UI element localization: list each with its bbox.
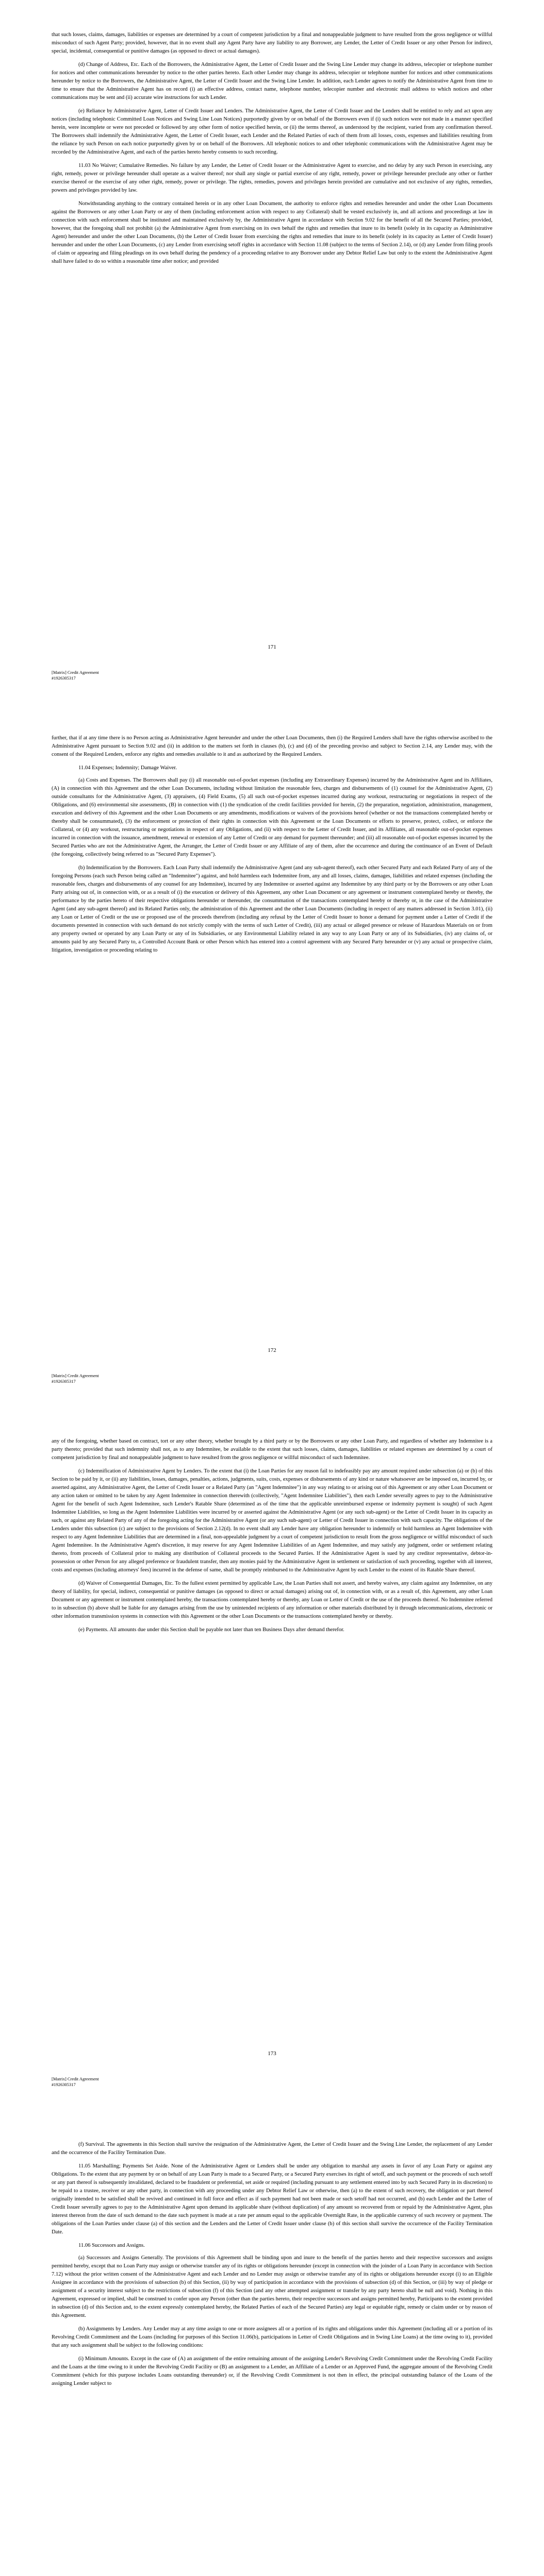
section-heading: 11.04 Expenses; Indemnity; Damage Waiver. xyxy=(78,765,177,771)
page-171-paragraph: that such losses, claims, damages, liabilities or expenses are determined by a court of competent jurisdiction by a final and nonappealable judgment to have resulted from the gross negligence or willful misconduct of such Agent Party; provided, however, that in no event shall any Agent Party have any liability to any Borrower, any Lender, the Letter of Credit Issuer or any other Person for indirect, special, incidental, consequential or punitive damages (as opposed to direct or actual damages). xyxy=(52,32,492,54)
page-173-paragraph: (d) Waiver of Consequential Damages, Etc. To the fullest extent permitted by applicable Law, the Loan Parties shall not assert, and hereby waives, any claim against any Indemnitee, on any theory of liability, for special, indirect, consequential or punitive damages (as opposed to direct or actual damages) arising out of, in connection with, or as a result of, this Agreement, any other Loan Document or any agreement or instrument contemplated hereby, the transactions contemplated hereby or thereby, any Loan or Letter of Credit or the use of the proceeds thereof. No Indemnitee referred to in subsection (b) above shall be liable for any damages arising from the use by unintended recipients of any information or other materials distributed by it through telecommunications, electronic or other information transmission systems in connection with this Agreement or the other Loan Documents or the transactions contemplated hereby or thereby. xyxy=(52,1581,492,1619)
page-174-paragraph: (f) Survival. The agreements in this Section shall survive the resignation of the Administrative Agent, the Letter of Credit Issuer and the Swing Line Lender, the replacement of any Lender and the occurrence of the Facility Termination Date. xyxy=(52,2142,492,2156)
page-174-paragraph: 11.05 Marshalling; Payments Set Aside. None of the Administrative Agent or Lenders shall be under any obligation to marshal any assets in favor of any Loan Party or against any Obligations. To the extent that any payment by or on behalf of any Loan Party is made to a Secured Party, or a Secured Party exercises its right of setoff, and such payment or the proceeds of such setoff or any part thereof is subsequently invalidated, declared to be fraudulent or preferential, set aside or required (including pursuant to any settlement entered into by such Secured Party in its discretion) to be repaid to a trustee, receiver or any other party, in connection with any proceeding under any Debtor Relief Law or otherwise, then (a) to the extent of such recovery, the obligation or part thereof originally intended to be satisfied shall be revived and continued in full force and effect as if such payment had not been made or such setoff had not occurred, and (b) each Lender and the Letter of Credit Issuer severally agrees to pay to the Administrative Agent upon demand its applicable share (without duplication) of any amount so recovered from or repaid by the Administrative Agent, plus interest thereon from the date of such demand to the date such payment is made at a rate per annum equal to the applicable Overnight Rate, in the applicable currency of such recovery or payment. The obligations of the Loan Parties under clause (a) of this section and the Lenders and the Letter of Credit Issuer under clause (b) of this section shall survive the occurrence of the Facility Termination Date. xyxy=(52,2163,492,2235)
footer xyxy=(52,1373,99,1384)
page-174-paragraph: (b) Assignments by Lenders. Any Lender may at any time assign to one or more assignees all or a portion of its rights and obligations under this Agreement (including all or a portion of its Revolving Credit Commitment and the Loans (including for purposes of this Section 11.06(b), participations in Letter of Credit Obligations and in Swing Line Loans) at the time owing to it), provided that any such assignment shall be subject to the following conditions: xyxy=(52,2326,492,2348)
page-172-paragraph: (a) Costs and Expenses. The Borrowers shall pay (i) all reasonable out-of-pocket expenses (including any Extraordinary Expenses) incurred by the Administrative Agent and its Affiliates, (A) in connection with this Agreement and the other Loan Documents, including without limitation the reasonable fees, charges and disbursements of (1) counsel for the Administrative Agent, (2) outside consultants for the Administrative Agent, (3) appraisers, (4) Field Exams, (5) all such out-of-pocket expenses incurred during any workout, restructuring or negotiations in respect of the Obligations, and (6) environmental site assessments, (B) in connection with (1) the syndication of the credit facilities provided for herein, (2) the preparation, negotiation, administration, management, execution and delivery of this Agreement and the other Loan Documents or any amendments, modifications or waivers of the provisions hereof (whether or not the transactions contemplated hereby or thereby shall be consummated), (3) the enforcement or protection of their rights in connection with this Agreement or the Loan Documents or efforts to preserve, protect, collect, or enforce the Collateral, or (4) any workout, restructuring or negotiations in respect of any Obligations, and (ii) with respect to the Letter of Credit Issuer, and its Affiliates, all reasonable out-of-pocket expenses incurred in connection with the issuance, amendment, renewal or extension of any Letter of Credit or any demand for payment thereunder; and (iii) all reasonable out-of-pocket expenses incurred by the Secured Parties who are not the Administrative Agent, the Arranger, the Letter of Credit Issuer or any Affiliate of any of them, after the occurrence and during the continuance of an Event of Default (the foregoing, collectively being referred to as "Secured Party Expenses"). xyxy=(52,777,492,857)
footer xyxy=(52,2076,99,2088)
page-171-paragraph: (e) Reliance by Administrative Agent, Letter of Credit Issuer and Lenders. The Administrative Agent, the Letter of Credit Issuer and the Lenders shall be entitled to rely and act upon any notices (including telephonic Committed Loan Notices and Swing Line Loan Notices) purportedly given by or on behalf of the Borrowers even if (i) such notices were not made in a manner specified herein, were incomplete or were not preceded or followed by any other form of notice specified herein, or (ii) the terms thereof, as understood by the recipient, varied from any confirmation thereof. The Borrowers shall indemnify the Administrative Agent, the Letter of Credit Issuer, each Lender and the Related Parties of each of them from all losses, costs, expenses and liabilities resulting from the reliance by such Person on each notice purportedly given by or on behalf of the Borrowers. All telephonic notices to and other telephonic communications with the Administrative Agent may be recorded by the Administrative Agent, and each of the parties hereto hereby consents to such recording. xyxy=(52,108,492,155)
page-173-paragraph: (e) Payments. All amounts due under this Section shall be payable not later than ten Business Days after demand therefor. xyxy=(78,1627,344,1633)
page-171 xyxy=(0,0,544,703)
page-172 xyxy=(0,703,544,1406)
page-172-paragraph: (b) Indemnification by the Borrowers. Each Loan Party shall indemnify the Administrative Agent (and any sub-agent thereof), each other Secured Party and each Related Party of any of the foregoing Persons (each such Person being called an "Indemnitee") against, and hold harmless each Indemnitee from, any and all losses, claims, damages, liabilities and related expenses (including the reasonable fees, charges and disbursements of any counsel for any Indemnitee), incurred by any Indemnitee or asserted against any Indemnitee by any third party or by the Borrowers or any other Loan Party arising out of, in connection with, or as a result of (i) the execution or delivery of this Agreement, any other Loan Document or any agreement or instrument contemplated hereby or thereby, the performance by the parties hereto of their respective obligations hereunder or thereunder, the consummation of the transactions contemplated hereby or thereby or, in the case of the Administrative Agent (and any sub-agent thereof) and its Related Parties only, the administration of this Agreement and the other Loan Documents (including in respect of any matters addressed in Section 3.01), (ii) any Loan or Letter of Credit or the use or proposed use of the proceeds therefrom (including any refusal by the Letter of Credit Issuer to honor a demand for payment under a Letter of Credit if the documents presented in connection with such demand do not strictly comply with the terms of such Letter of Credit), (iii) any actual or alleged presence or release of Hazardous Materials on or from any property owned or operated by any Loan Party or any of its Subsidiaries, or any Environmental Liability related in any way to any Loan Party or any of its Subsidiaries, (iv) any claims of, or amounts paid by any Secured Party to, a Controlled Account Bank or other Person which has entered into a control agreement with any Secured Party hereunder or (v) any actual or prospective claim, litigation, investigation or proceeding relating to xyxy=(52,865,492,953)
page-172-paragraph: further, that if at any time there is no Person acting as Administrative Agent hereunder and under the other Loan Documents, then (i) the Required Lenders shall have the rights otherwise ascribed to the Administrative Agent pursuant to Section 9.02 and (ii) in addition to the matters set forth in clauses (b), (c) and (d) of the preceding proviso and subject to Section 2.14, any Lender may, with the consent of the Required Lenders, enforce any rights and remedies available to it and as authorized by the Required Lenders. xyxy=(52,735,492,757)
page-171-paragraph: Notwithstanding anything to the contrary contained herein or in any other Loan Document, the authority to enforce rights and remedies hereunder and under the other Loan Documents against the Borrowers or any other Loan Party or any of them (including enforcement action with respect to any Collateral) shall be vested exclusively in, and all actions and proceedings at law in connection with such enforcement shall be instituted and maintained exclusively by, the Administrative Agent in accordance with Section 9.02 for the benefit of all the Secured Parties; provided, however, that the foregoing shall not prohibit (a) the Administrative Agent from exercising on its own behalf the rights and remedies that inure to its benefit (solely in its capacity as Administrative Agent) hereunder and under the other Loan Documents, (b) the Letter of Credit Issuer from exercising the rights and remedies that inure to its benefit (solely in its capacity as Letter of Credit Issuer) hereunder and under the other Loan Documents, (c) any Lender from exercising setoff rights in accordance with Section 11.08 (subject to the terms of Section 2.14), or (d) any Lender from filing proofs of claim or appearing and filing pleadings on its own behalf during the pendency of a proceeding relative to any Borrower under any Debtor Relief Law but only to the extent the Administrative Agent shall have failed to do so within a reasonable time after notice; and provided xyxy=(52,201,492,264)
page-number: 171 xyxy=(268,644,276,650)
page-171-paragraph: (d) Change of Address, Etc. Each of the Borrowers, the Administrative Agent, the Letter of Credit Issuer and the Swing Line Lender may change its address, telecopier or telephone number for notices and other communications hereunder by notice to the other parties hereto. Each other Lender may change its address, telecopier or telephone number for notices and other communications hereunder by notice to the Borrowers, the Administrative Agent, the Letter of Credit Issuer and the Swing Line Lender. In addition, each Lender agrees to notify the Administrative Agent from time to time to ensure that the Administrative Agent has on record (i) an effective address, contact name, telephone number, telecopier number and electronic mail address to which notices and other communications may be sent and (ii) accurate wire instructions for such Lender. xyxy=(52,62,492,100)
footer-title: [Matrix] Credit Agreement xyxy=(52,1373,99,1378)
page-number: 173 xyxy=(268,2050,276,2057)
footer xyxy=(52,670,99,681)
page-174-paragraph: (i) Minimum Amounts. Except in the case of (A) an assignment of the entire remaining amount of the assigning Lender's Revolving Credit Commitment under the Revolving Credit Facility and the Loans at the time owing to it under the Revolving Credit Facility or (B) an assignment to a Lender, an Affiliate of a Lender or an Approved Fund, the aggregate amount of the Revolving Credit Commitment (which for this purpose includes Loans outstanding thereunder) or, if the Revolving Credit Commitment is not then in effect, the principal outstanding balance of the Loans of the assigning Lender subject to xyxy=(52,2356,492,2386)
page-173-paragraph: any of the foregoing, whether based on contract, tort or any other theory, whether brought by a third party or by the Borrowers or any other Loan Party, and regardless of whether any Indemnitee is a party thereto; provided that such indemnity shall not, as to any Indemnitee, be available to the extent that such losses, claims, damages, liabilities or related expenses are determined by a court of competent jurisdiction by final and nonappealable judgment to have resulted from the gross negligence or willful misconduct of such Indemnitee. xyxy=(52,1438,492,1461)
footer-title: [Matrix] Credit Agreement xyxy=(52,2076,99,2081)
footer-doc-id: #1926305317 xyxy=(52,1379,76,1384)
page-171-paragraph: 11.03 No Waiver; Cumulative Remedies. No failure by any Lender, the Letter of Credit Issuer or the Administrative Agent to exercise, and no delay by any such Person in exercising, any right, remedy, power or privilege hereunder shall operate as a waiver thereof; nor shall any single or partial exercise of any right, remedy, power or privilege hereunder preclude any other or further exercise thereof or the exercise of any other right, remedy, power or privilege. The rights, remedies, powers and privileges herein provided are cumulative and not exclusive of any rights, remedies, powers and privileges provided by law. xyxy=(52,163,492,193)
page-174 xyxy=(0,2110,544,2576)
footer-doc-id: #1926305317 xyxy=(52,675,76,681)
section-heading: 11.06 Successors and Assigns. xyxy=(78,2243,145,2248)
footer-doc-id: #1926305317 xyxy=(52,2082,76,2087)
page-number: 172 xyxy=(268,1347,276,1353)
page-173 xyxy=(0,1406,544,2110)
page-174-paragraph: (a) Successors and Assigns Generally. The provisions of this Agreement shall be binding upon and inure to the benefit of the parties hereto and their respective successors and assigns permitted hereby, except that no Loan Party may assign or otherwise transfer any of its rights or obligations hereunder (except in connection with the joinder of a Loan Party in accordance with Section 7.12) without the prior written consent of the Administrative Agent and each Lender and no Lender may assign or otherwise transfer any of its rights or obligations hereunder except (i) to an Eligible Assignee in accordance with the provisions of subsection (b) of this Section, (ii) by way of participation in accordance with the provisions of subsection (d) of this Section, or (iii) by way of pledge or assignment of a security interest subject to the restrictions of subsection (f) of this Section (and any other attempted assignment or transfer by any party hereto shall be null and void). Nothing in this Agreement, expressed or implied, shall be construed to confer upon any Person (other than the parties hereto, their respective successors and assigns permitted hereby, Participants to the extent provided in subsection (d) of this Section and, to the extent expressly contemplated hereby, the Related Parties of each of the Secured Parties) any legal or equitable right, remedy or claim under or by reason of this Agreement. xyxy=(52,2255,492,2318)
page-173-paragraph: (c) Indemnification of Administrative Agent by Lenders. To the extent that (i) the Loan Parties for any reason fail to indefeasibly pay any amount required under subsection (a) or (b) of this Section to be paid by it, or (ii) any liabilities, losses, damages, penalties, actions, judgments, suits, costs, expenses or disbursements of any kind or nature whatsoever are be imposed on, incurred by, or asserted against, any Administrative Agent, the Letter of Credit Issuer or a Related Party (an "Agent Indemnitee") in any way relating to or arising out of this Agreement or any other Loan Document or any action taken or omitted to be taken by any Agent Indemnitee in connection therewith (collectively, "Agent Indemnitee Liabilities"), then each Lender severally agrees to pay to the Administrative Agent for the benefit of such Agent Indemnitee, such Lender's Ratable Share (determined as of the time that the applicable unreimbursed expense or indemnity payment is sought) of such Agent Indemnitee Liabilities, so long as the Agent Indemnitee Liabilities were incurred by or asserted against the Administrative Agent (or any such sub-agent) or the Letter of Credit Issuer in its capacity as such, or against any Related Party of any of the foregoing acting for the Administrative Agent (or any such sub-agent) or Letter of Credit Issuer in connection with such capacity. The obligations of the Lenders under this subsection (c) are subject to the provisions of Section 2.12(d). In no event shall any Lender have any obligation hereunder to indemnify or hold harmless an Agent Indemnitee with respect to any Agent Indemnitee Liabilities that are determined in a final, non-appealable judgment by a court of competent jurisdiction to result from the gross negligence or willful misconduct of such Agent Indemnitee. In the Administrative Agent's discretion, it may reserve for any Agent Indemnitee Liabilities of an Agent Indemnitee, and may satisfy any judgment, order or settlement relating thereto, from proceeds of Collateral prior to making any distribution of Collateral proceeds to the Secured Parties. If the Administrative Agent is sued by any creditor representative, debtor-in-possession or other Person for any alleged preference or fraudulent transfer, then any monies paid by the Administrative Agent in settlement or satisfaction of such proceeding, together with all interest, costs and expenses (including attorneys' fees) incurred in the defense of same, shall be promptly reimbursed to the Administrative Agent by each Lender to the extent of its Ratable Share thereof. xyxy=(52,1468,492,1573)
footer-title: [Matrix] Credit Agreement xyxy=(52,670,99,675)
